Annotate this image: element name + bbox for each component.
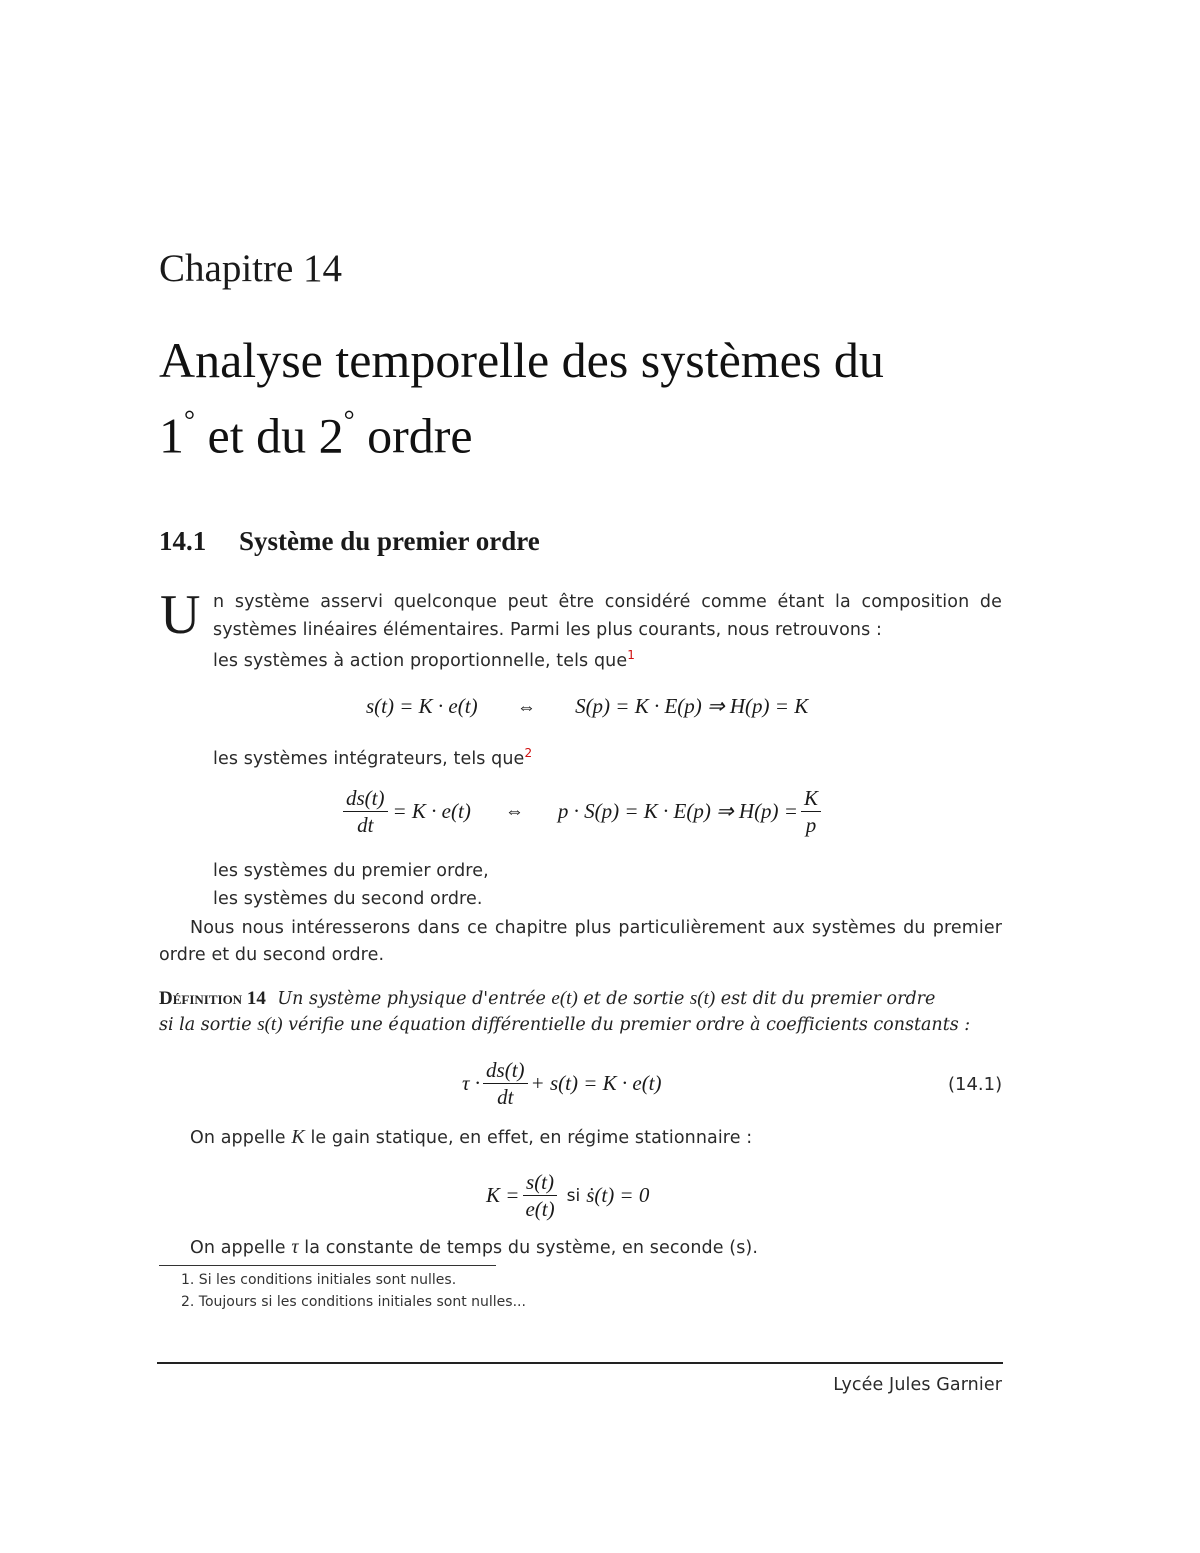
equation-first-order <box>462 1058 662 1109</box>
definition-block <box>159 988 1002 1036</box>
list-item-integrator: les systèmes intégrateurs, tels que$^2$ <box>213 746 533 769</box>
equation-proportional <box>366 694 808 719</box>
paragraph-line-2: ordre et du second ordre. <box>159 945 385 965</box>
chapter-title <box>159 330 884 465</box>
eq-prop-rhs: S(p) = K · E(p) ⇒ H(p) = K <box>575 694 809 718</box>
equation-gain <box>486 1170 649 1221</box>
list-item-first-order: les systèmes du premier ordre, <box>213 861 489 881</box>
section-number: 14.1 <box>159 526 207 556</box>
eq-gain-lhs: K = <box>486 1183 520 1208</box>
definition-line-2: si la sortie s(t) vérifie une équation différentielle du premier ordre à coefficients constants : <box>159 1014 971 1035</box>
section-title: Système du premier ordre <box>239 526 540 556</box>
eq-int-gain-fraction: $\frac{K}{p}$ <box>801 786 821 837</box>
eq-gain-fraction: $\frac{s(t)}{e(t)}$ <box>522 1170 557 1221</box>
chapter-title-line2: 1° et du 2° ordre <box>159 404 473 464</box>
footer-rule <box>157 1362 1003 1364</box>
list-item-proportional: les systèmes à action proportionnelle, tels que$^1$ <box>213 648 635 671</box>
drop-cap: U <box>160 584 201 646</box>
intro-line-2: systèmes linéaires élémentaires. Parmi les plus courants, nous retrouvons : <box>213 620 882 640</box>
eq-gain-condition: ṡ(t) = 0 <box>586 1183 650 1208</box>
footnote-ref-1[interactable]: 1 <box>627 648 635 662</box>
eq-def-rest: + s(t) = K · e(t) <box>530 1071 662 1096</box>
footnote-2: 2. Toujours si les conditions initiales sont nulles... <box>181 1294 526 1310</box>
intro-line-1: n système asservi quelconque peut être considéré comme étant la composition de <box>213 592 1002 612</box>
footnote-ref-2[interactable]: 2 <box>524 746 533 760</box>
eq-gain-si: si <box>566 1185 581 1206</box>
definition-label: Définition 14 <box>159 988 266 1009</box>
footnote-rule <box>159 1265 496 1266</box>
footer-text: Lycée Jules Garnier <box>833 1375 1002 1395</box>
equation-integrator <box>340 786 824 837</box>
eq-def-fraction: $\frac{ds(t)}{dt}$ <box>483 1058 528 1109</box>
list-item-second-order: les systèmes du second ordre. <box>213 889 483 909</box>
eq-int-equiv: ⇔ <box>504 800 524 822</box>
paragraph-line-1: Nous nous intéresserons dans ce chapitre plus particulièrement aux systèmes du premier <box>190 918 1002 938</box>
eq-int-rhs: p · S(p) = K · E(p) ⇒ H(p) = <box>557 799 798 824</box>
section-heading <box>159 526 540 557</box>
chapter-title-line1: Analyse temporelle des systèmes du <box>159 332 884 388</box>
eq-prop-equiv: ⇔ <box>516 697 536 718</box>
definition-line-1: Définition 14 Un système physique d'entrée e(t) et de sortie s(t) est dit du premier ordre <box>159 988 936 1009</box>
eq-prop-lhs: s(t) = K · e(t) <box>366 694 478 718</box>
gain-sentence: On appelle K le gain statique, en effet, en régime stationnaire : <box>190 1126 753 1148</box>
eq-def-tau: τ · <box>462 1071 481 1096</box>
chapter-label: Chapitre 14 <box>159 247 343 290</box>
eq-int-lhs: = K · e(t) <box>392 799 471 824</box>
footnote-1: 1. Si les conditions initiales sont nulles. <box>181 1272 457 1288</box>
equation-number[interactable]: (14.1) <box>948 1074 1003 1095</box>
eq-int-fraction: $\frac{ds(t)}{dt}$ <box>343 786 388 837</box>
tau-sentence: On appelle τ la constante de temps du système, en seconde (s). <box>190 1236 759 1258</box>
